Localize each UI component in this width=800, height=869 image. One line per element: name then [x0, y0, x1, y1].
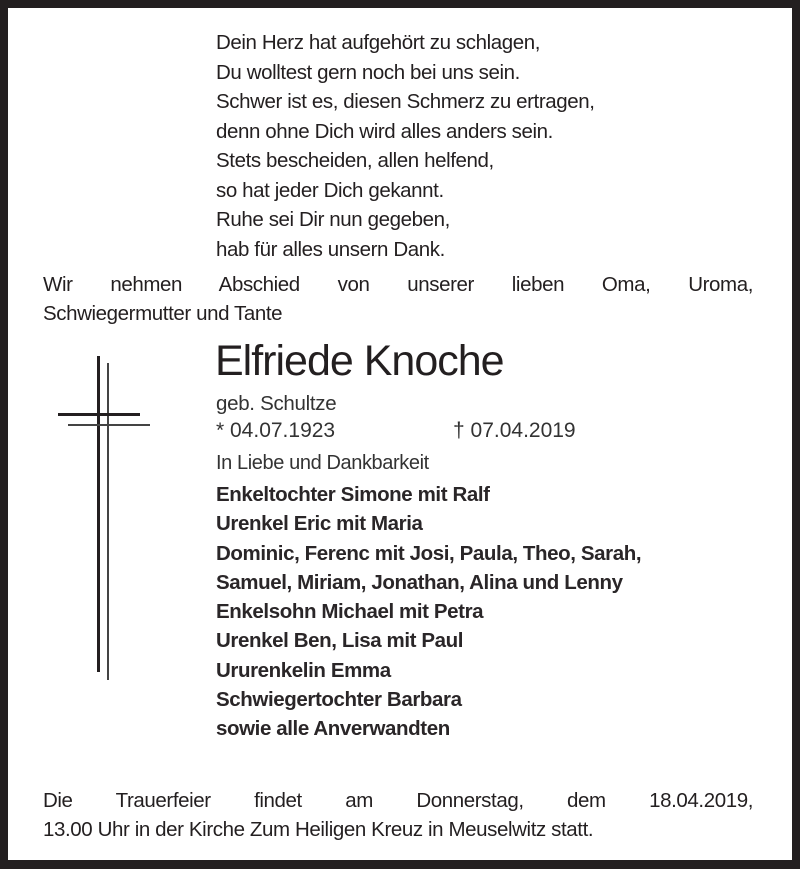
mourner-line: Schwiegertochter Barbara [216, 688, 462, 712]
poem-line: Stets bescheiden, allen helfend, [216, 149, 494, 172]
birth-date: * 04.07.1923 [216, 419, 336, 442]
poem-line: Du wolltest gern noch bei uns sein. [216, 60, 520, 84]
mourners-list [216, 480, 641, 744]
mourner-line: Urenkel Ben, Lisa mit Paul [216, 629, 464, 653]
maiden-name: geb. Schultze [216, 392, 337, 415]
life-dates [216, 418, 576, 444]
dedication: In Liebe und Dankbarkeit [216, 452, 429, 474]
intro-line-1: Wir nehmen Abschied von unserer lieben Oma, Uroma, [43, 273, 753, 296]
intro-line-2: Schwiegermutter und Tante [43, 302, 283, 325]
obituary-card [8, 8, 792, 860]
service-info [43, 786, 753, 844]
intro-text [43, 270, 753, 328]
deceased-name: Elfriede Knoche [215, 337, 504, 385]
mourner-line: Ururenkelin Emma [216, 658, 391, 682]
service-line-2: 13.00 Uhr in der Kirche Zum Heiligen Kreuz in Meuselwitz statt. [43, 818, 594, 841]
poem [216, 28, 595, 264]
poem-line: Dein Herz hat aufgehört zu schlagen, [216, 31, 541, 54]
death-date: † 07.04.2019 [453, 419, 576, 442]
poem-line: Ruhe sei Dir nun gegeben, [216, 208, 450, 231]
mourner-line: Enkeltochter Simone mit Ralf [216, 483, 490, 506]
service-line-1: Die Trauerfeier findet am Donnerstag, dem 18.04.2019, [43, 789, 753, 812]
poem-line: hab für alles unsern Dank. [216, 237, 445, 261]
poem-line: Schwer ist es, diesen Schmerz zu ertragen, [216, 90, 595, 113]
poem-line: so hat jeder Dich gekannt. [216, 178, 444, 202]
mourner-line: Dominic, Ferenc mit Josi, Paula, Theo, Sarah, [216, 541, 642, 565]
mourner-line: Enkelsohn Michael mit Petra [216, 600, 484, 624]
poem-line: denn ohne Dich wird alles anders sein. [216, 119, 553, 143]
mourner-line: Urenkel Eric mit Maria [216, 512, 423, 536]
mourner-line: Samuel, Miriam, Jonathan, Alina und Lenny [216, 570, 623, 594]
mourner-line: sowie alle Anverwandten [216, 717, 450, 741]
